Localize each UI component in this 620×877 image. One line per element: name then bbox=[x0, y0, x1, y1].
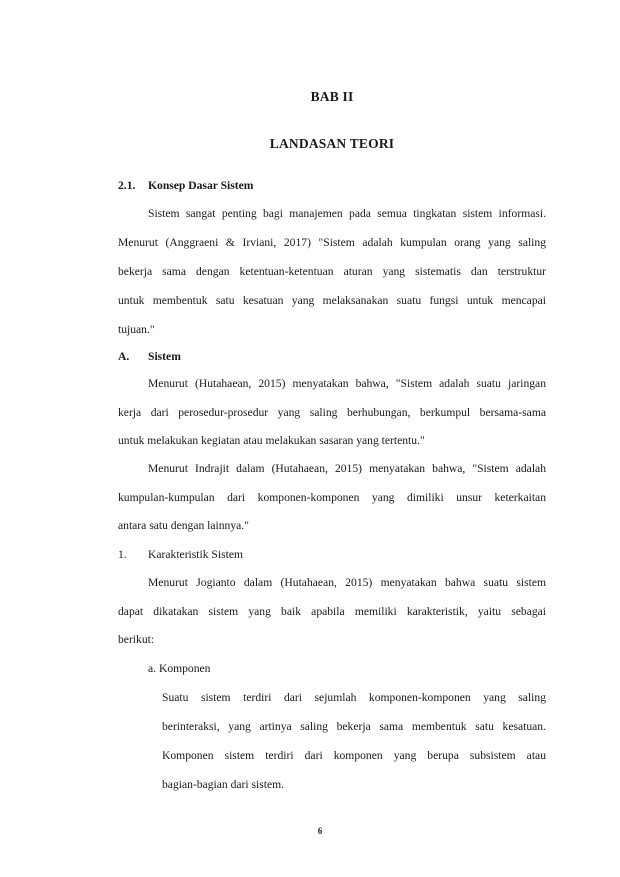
paragraph-2-line-3: untuk melakukan kegiatan atau melakukan sasaran yang tertentu." bbox=[118, 434, 425, 447]
subitem-a-label: a. Komponen bbox=[148, 662, 211, 675]
paragraph-2-line-1: Menurut (Hutahaean, 2015) menyatakan bahwa, "Sistem adalah suatu jaringan bbox=[148, 377, 546, 390]
paragraph-3-line-2: kumpulan-kumpulan dari komponen-komponen yang dimiliki unsur keterkaitan bbox=[118, 491, 546, 504]
subsection-number: A. bbox=[118, 350, 130, 363]
paragraph-1-line-5: tujuan." bbox=[118, 323, 155, 336]
paragraph-2-line-2: kerja dari perosedur-prosedur yang saling berhubungan, berkumpul bersama-sama bbox=[118, 406, 546, 419]
paragraph-3-line-3: antara satu dengan lainnya." bbox=[118, 519, 249, 532]
paragraph-3-line-1: Menurut Indrajit dalam (Hutahaean, 2015) menyatakan bahwa, "Sistem adalah bbox=[148, 462, 546, 475]
subsection-title: Sistem bbox=[148, 350, 181, 363]
paragraph-4-line-1: Menurut Jogianto dalam (Hutahaean, 2015) menyatakan bahwa suatu sistem bbox=[148, 576, 546, 589]
subitem-a-line-2: berinteraksi, yang artinya saling bekerja sama membentuk satu kesatuan. bbox=[162, 720, 546, 733]
paragraph-1-line-1: Sistem sangat penting bagi manajemen pada semua tingkatan sistem informasi. bbox=[148, 207, 546, 220]
subitem-a-line-3: Komponen sistem terdiri dari komponen yang berupa subsistem atau bbox=[162, 749, 546, 762]
subitem-a-line-4: bagian-bagian dari sistem. bbox=[162, 778, 285, 791]
chapter-number: BAB II bbox=[310, 89, 354, 104]
paragraph-1-line-3: bekerja sama dengan ketentuan-ketentuan aturan yang sistematis dan terstruktur bbox=[118, 265, 546, 278]
paragraph-4-line-3: berikut: bbox=[118, 633, 155, 646]
item-1-title: Karakteristik Sistem bbox=[148, 548, 243, 561]
paragraph-1-line-2: Menurut (Anggraeni & Irviani, 2017) "Sistem adalah kumpulan orang yang saling bbox=[118, 236, 546, 249]
page-number: 6 bbox=[317, 826, 323, 836]
paragraph-4-line-2: dapat dikatakan sistem yang baik apabila memiliki karakteristik, yaitu sebagai bbox=[118, 605, 546, 618]
chapter-title: LANDASAN TEORI bbox=[269, 136, 395, 151]
paragraph-1-line-4: untuk membentuk satu kesatuan yang melaksanakan suatu fungsi untuk mencapai bbox=[118, 294, 546, 307]
subitem-a-line-1: Suatu sistem terdiri dari sejumlah komponen-komponen yang saling bbox=[162, 691, 546, 704]
section-title: Konsep Dasar Sistem bbox=[148, 179, 254, 192]
item-1-number: 1. bbox=[118, 548, 127, 561]
section-number: 2.1. bbox=[118, 179, 136, 192]
